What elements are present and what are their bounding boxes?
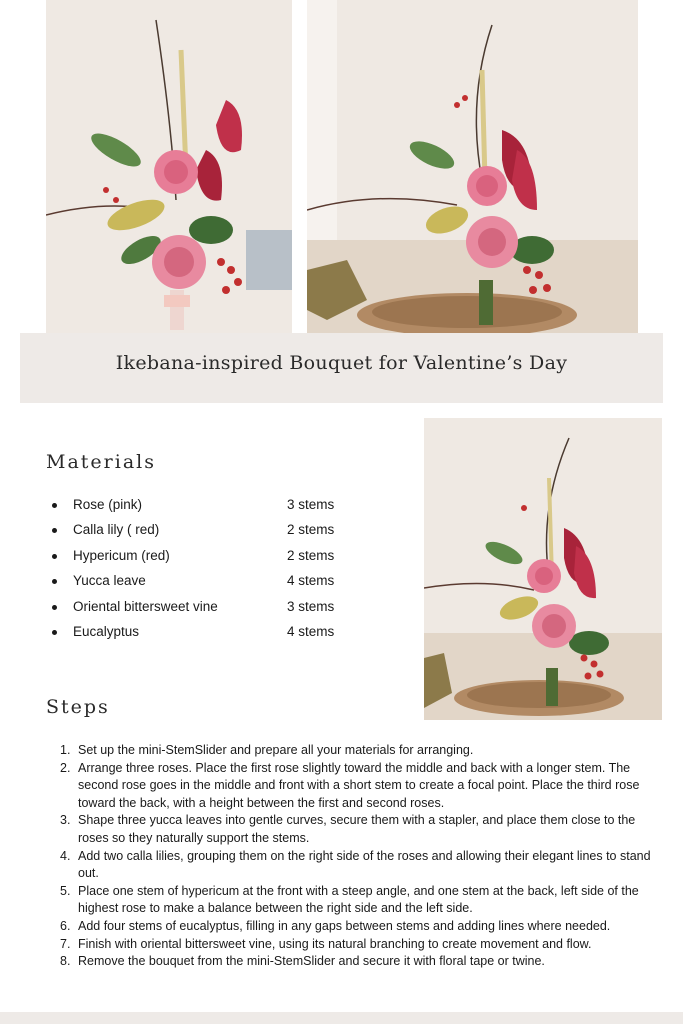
list-item [60, 812, 666, 847]
step-text: Finish with oriental bittersweet vine, using its natural branching to create movement and flow. [78, 936, 592, 951]
materials-heading: Materials [46, 451, 156, 473]
material-name: Calla lily ( red) [73, 522, 160, 538]
material-name: Eucalyptus [73, 623, 140, 639]
step-number: 8. [60, 954, 71, 969]
step-number: 5. [60, 883, 71, 898]
list-item [52, 520, 352, 545]
list-item [52, 546, 352, 571]
step-number: 3. [60, 813, 71, 828]
list-item [60, 848, 666, 883]
material-name: Rose (pink) [73, 497, 143, 512]
material-quantity: 4 stems [287, 573, 335, 589]
steps-heading: Steps [46, 696, 110, 718]
footer-bar [0, 1012, 683, 1024]
list-item [60, 953, 666, 971]
bullet-icon [52, 630, 57, 635]
material-quantity: 2 stems [287, 522, 335, 538]
material-name: Yucca leave [73, 573, 146, 589]
bullet-icon [52, 579, 57, 584]
list-item [60, 936, 666, 954]
step-number: 6. [60, 918, 71, 933]
step-number: 1. [60, 743, 71, 757]
bullet-icon [52, 528, 57, 533]
material-quantity: 4 stems [287, 623, 335, 639]
material-name: Oriental bittersweet vine [73, 598, 218, 614]
step-text: Arrange three roses. Place the first rose slightly toward the middle and back with a longer stem. The second rose goes in the middle and front with a short stem to create a focal point. Place the third rose toward the back, with a height between the first and second roses. [78, 760, 640, 810]
bullet-icon [52, 503, 57, 508]
bullet-icon [52, 605, 57, 610]
list-item [60, 918, 666, 936]
step-text: Shape three yucca leaves into gentle curves, secure them with a stapler, and place them close to the roses so they naturally support the stems. [78, 813, 636, 845]
materials-list [52, 495, 352, 647]
step-number: 4. [60, 848, 71, 863]
step-text: Add two calla lilies, grouping them on the right side of the roses and allowing their elegant lines to stand out. [78, 848, 651, 881]
material-quantity: 3 stems [287, 598, 335, 614]
list-item [60, 760, 666, 813]
step-number: 7. [60, 936, 71, 951]
step-text: Set up the mini-StemSlider and prepare all your materials for arranging. [78, 743, 474, 757]
list-item [52, 571, 352, 596]
finished-bouquet-photo [424, 418, 662, 720]
step-text: Add four stems of eucalyptus, filling in any gaps between stems and adding lines where needed. [78, 918, 611, 933]
list-item [60, 742, 666, 760]
material-quantity: 2 stems [287, 547, 335, 563]
page-title: Ikebana-inspired Bouquet for Valentine’s Day [115, 352, 568, 374]
list-item [52, 495, 352, 520]
bouquet-held-in-hand-photo [46, 0, 292, 335]
step-text: Remove the bouquet from the mini-StemSlider and secure it with floral tape or twine. [78, 954, 545, 969]
material-quantity: 3 stems [287, 497, 335, 512]
material-name: Hypericum (red) [73, 547, 170, 563]
bullet-icon [52, 554, 57, 559]
list-item [60, 883, 666, 918]
list-item [52, 622, 352, 647]
step-text: Place one stem of hypericum at the front with a steep angle, and one stem at the back, left side of the highest rose to make a balance between the right side and the left side. [78, 883, 639, 916]
step-number: 2. [60, 760, 71, 775]
steps-list [60, 742, 666, 971]
list-item [52, 597, 352, 622]
bouquet-on-table-photo [307, 0, 638, 335]
